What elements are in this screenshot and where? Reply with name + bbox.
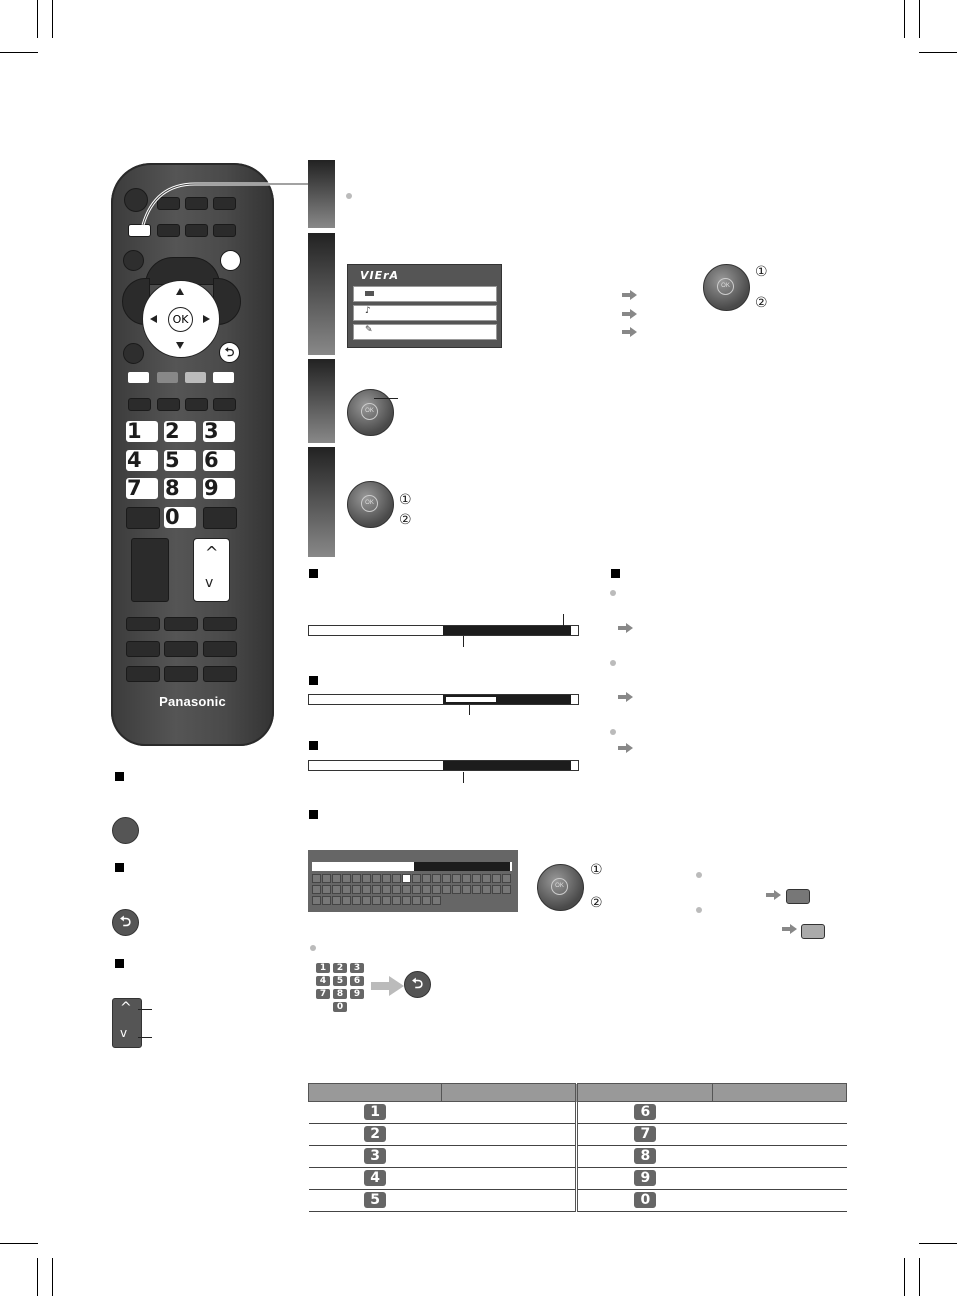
- character-key[interactable]: [412, 896, 421, 905]
- setting-bar: [308, 625, 579, 636]
- blue-button[interactable]: [213, 372, 234, 383]
- number-key-icon: 3: [350, 963, 364, 973]
- character-key[interactable]: [482, 885, 491, 894]
- character-key[interactable]: [342, 885, 351, 894]
- remote-button[interactable]: [203, 666, 237, 682]
- section-marker: [115, 772, 124, 781]
- pointer-line: [138, 1037, 152, 1038]
- remote-button[interactable]: [203, 617, 237, 631]
- ok-icon: OK: [717, 278, 734, 295]
- exit-button[interactable]: [220, 250, 241, 271]
- number-key-icon: 3: [364, 1148, 386, 1164]
- character-key[interactable]: [382, 896, 391, 905]
- remote-button[interactable]: [213, 398, 236, 411]
- character-key[interactable]: [492, 874, 501, 883]
- number-key-icon: 6: [634, 1104, 656, 1120]
- pointer-line: [463, 772, 464, 783]
- character-key[interactable]: [442, 885, 451, 894]
- character-key[interactable]: [412, 885, 421, 894]
- character-key[interactable]: [502, 874, 511, 883]
- number-key-icon: 0: [634, 1192, 656, 1208]
- return-button-icon: ⮌: [404, 971, 431, 998]
- option-button-icon: [112, 817, 139, 844]
- yellow-button[interactable]: [185, 372, 206, 383]
- remote-button[interactable]: [164, 666, 198, 682]
- number-button-2[interactable]: 2: [164, 421, 196, 442]
- arrow-icon: [622, 327, 637, 337]
- crop-mark: [37, 0, 38, 38]
- setting-bar: [308, 760, 579, 771]
- number-button-8[interactable]: 8: [164, 478, 196, 499]
- input-field-fill: [414, 862, 510, 871]
- character-key[interactable]: [352, 896, 361, 905]
- step-circle-2: ②: [755, 295, 768, 311]
- character-key[interactable]: [422, 874, 431, 883]
- arrow-icon: [622, 290, 637, 300]
- step-circle-1: ①: [755, 264, 768, 280]
- character-key[interactable]: [392, 874, 401, 883]
- table-header: [442, 1084, 577, 1102]
- character-key[interactable]: [402, 885, 411, 894]
- arrow-icon: [618, 623, 633, 633]
- number-key-icon: 2: [364, 1126, 386, 1142]
- crop-mark: [52, 0, 53, 38]
- color-key-icon: [786, 889, 810, 904]
- character-key[interactable]: [402, 874, 411, 883]
- number-key-icon: 4: [364, 1170, 386, 1186]
- number-button-3[interactable]: 3: [203, 421, 235, 442]
- character-key[interactable]: [352, 874, 361, 883]
- section-marker: [309, 741, 318, 750]
- character-key[interactable]: [372, 874, 381, 883]
- character-grid[interactable]: [312, 874, 512, 910]
- section-marker: [309, 569, 318, 578]
- character-key[interactable]: [322, 885, 331, 894]
- bullet: [696, 872, 702, 878]
- pointer-line: [374, 398, 398, 399]
- character-key[interactable]: [382, 874, 391, 883]
- character-key[interactable]: [342, 896, 351, 905]
- number-key-icon: 1: [316, 963, 330, 973]
- number-button-6[interactable]: 6: [203, 450, 235, 471]
- character-key[interactable]: [452, 874, 461, 883]
- character-key[interactable]: [402, 896, 411, 905]
- character-key[interactable]: [422, 896, 431, 905]
- character-key[interactable]: [462, 885, 471, 894]
- viera-tools-menu: [347, 264, 502, 348]
- character-key[interactable]: [352, 885, 361, 894]
- character-key[interactable]: [332, 874, 341, 883]
- down-arrow-icon[interactable]: [176, 342, 184, 349]
- character-key[interactable]: [332, 896, 341, 905]
- return-button[interactable]: ⮌: [219, 342, 240, 363]
- remote-button[interactable]: [164, 617, 198, 631]
- character-key[interactable]: [322, 896, 331, 905]
- remote-button[interactable]: [185, 398, 208, 411]
- step-circle-1: ①: [399, 492, 412, 508]
- step-tab-3: [308, 359, 335, 443]
- crop-mark: [919, 1243, 957, 1244]
- character-key[interactable]: [312, 896, 321, 905]
- remote-button[interactable]: [203, 507, 237, 529]
- step-tab-4: [308, 447, 335, 557]
- channel-table: [308, 1083, 847, 1212]
- ok-icon: OK: [361, 403, 378, 420]
- crop-mark: [919, 0, 920, 38]
- photo-icon: [365, 291, 374, 296]
- character-key[interactable]: [392, 896, 401, 905]
- character-key[interactable]: [432, 885, 441, 894]
- character-key[interactable]: [452, 885, 461, 894]
- remote-button[interactable]: [128, 398, 151, 411]
- number-button-0[interactable]: 0: [164, 507, 196, 528]
- arrow-icon: [618, 743, 633, 753]
- option-button[interactable]: [123, 343, 144, 364]
- number-key-icon: 1: [364, 1104, 386, 1120]
- remote-button[interactable]: [126, 617, 160, 631]
- table-row: [309, 1124, 847, 1146]
- menu-item-photo[interactable]: [353, 286, 497, 302]
- character-key[interactable]: [392, 885, 401, 894]
- section-marker: [309, 810, 318, 819]
- right-arrow-icon[interactable]: [203, 315, 210, 323]
- section-marker: [611, 569, 620, 578]
- bar-fill: [443, 626, 571, 635]
- step-circle-2: ②: [399, 512, 412, 528]
- number-key-icon: 5: [333, 976, 347, 986]
- remote-button[interactable]: [126, 641, 160, 657]
- crop-mark: [919, 52, 957, 53]
- arrow-icon: [782, 924, 797, 934]
- arrow-icon: [622, 309, 637, 319]
- number-key-icon: 0: [333, 1002, 347, 1012]
- ok-icon: OK: [551, 878, 568, 895]
- numeric-keypad-icon: [316, 963, 366, 1013]
- up-arrow-icon[interactable]: [176, 288, 184, 295]
- remote-button[interactable]: [126, 666, 160, 682]
- red-button[interactable]: [128, 372, 149, 383]
- character-key[interactable]: [362, 874, 371, 883]
- section-marker: [115, 959, 124, 968]
- bullet: [610, 590, 616, 596]
- step-circle-1: ①: [590, 862, 603, 878]
- crop-mark: [904, 1258, 905, 1296]
- pointer-line: [138, 1009, 152, 1010]
- number-key-icon: 7: [316, 989, 330, 999]
- music-icon: ♪: [365, 306, 371, 316]
- arrow-icon: [766, 890, 781, 900]
- color-key-icon: [801, 924, 825, 939]
- bullet: [610, 729, 616, 735]
- step-tab-2: [308, 233, 335, 355]
- menu-item-music[interactable]: [353, 305, 497, 321]
- character-key[interactable]: [432, 874, 441, 883]
- character-key[interactable]: [362, 896, 371, 905]
- brand-logo: Panasonic: [159, 694, 226, 709]
- crop-mark: [919, 1258, 920, 1296]
- number-key-icon: 6: [350, 976, 364, 986]
- character-key[interactable]: [342, 874, 351, 883]
- crop-mark: [52, 1258, 53, 1296]
- character-key[interactable]: [422, 885, 431, 894]
- number-key-icon: 9: [634, 1170, 656, 1186]
- number-key-icon: 4: [316, 976, 330, 986]
- bullet: [696, 907, 702, 913]
- green-button[interactable]: [157, 372, 178, 383]
- crop-mark: [0, 52, 38, 53]
- ok-button[interactable]: OK: [168, 307, 193, 332]
- character-key[interactable]: [312, 874, 321, 883]
- program-down-icon: v: [120, 1026, 128, 1040]
- character-key[interactable]: [362, 885, 371, 894]
- number-key-icon: 5: [364, 1192, 386, 1208]
- character-key[interactable]: [432, 896, 441, 905]
- crop-mark: [904, 0, 905, 38]
- remote-button[interactable]: [164, 641, 198, 657]
- large-arrow-icon: [371, 976, 404, 996]
- character-key[interactable]: [382, 885, 391, 894]
- step-circle-2: ②: [590, 895, 603, 911]
- program-up-icon[interactable]: ^: [205, 543, 219, 562]
- bullet: [310, 945, 316, 951]
- character-key[interactable]: [412, 874, 421, 883]
- number-key-icon: 2: [333, 963, 347, 973]
- arrow-icon: [618, 692, 633, 702]
- pointer-line: [563, 614, 564, 626]
- character-key[interactable]: [462, 874, 471, 883]
- return-button-icon: ⮌: [112, 909, 139, 936]
- number-button-5[interactable]: 5: [164, 450, 196, 471]
- program-down-icon[interactable]: v: [205, 575, 214, 591]
- crop-mark: [0, 1243, 38, 1244]
- number-key-icon: 7: [634, 1126, 656, 1142]
- character-key[interactable]: [472, 874, 481, 883]
- ok-icon: OK: [361, 495, 378, 512]
- number-button-1[interactable]: 1: [126, 421, 158, 442]
- number-button-7[interactable]: 7: [126, 478, 158, 499]
- bullet: [346, 193, 352, 199]
- pointer-line: [463, 636, 464, 647]
- table-row: [309, 1190, 847, 1212]
- section-marker: [309, 676, 318, 685]
- number-button-9[interactable]: 9: [203, 478, 235, 499]
- character-key[interactable]: [322, 874, 331, 883]
- tools-icon: ✎: [365, 325, 373, 335]
- character-key[interactable]: [372, 885, 381, 894]
- character-key[interactable]: [372, 896, 381, 905]
- remote-button[interactable]: [157, 398, 180, 411]
- number-key-icon: 8: [634, 1148, 656, 1164]
- program-up-icon: ^: [120, 1000, 132, 1016]
- crop-mark: [37, 1258, 38, 1296]
- step-tab-1: [308, 160, 335, 228]
- character-key[interactable]: [472, 885, 481, 894]
- number-key-icon: 9: [350, 989, 364, 999]
- table-row: [309, 1168, 847, 1190]
- number-key-icon: 8: [333, 989, 347, 999]
- bar-highlight: [446, 697, 496, 702]
- character-key[interactable]: [482, 874, 491, 883]
- character-key[interactable]: [312, 885, 321, 894]
- menu-button[interactable]: [123, 250, 144, 271]
- left-arrow-icon[interactable]: [150, 315, 157, 323]
- character-key[interactable]: [442, 874, 451, 883]
- table-header: [577, 1084, 712, 1102]
- pointer-line: [469, 705, 470, 715]
- menu-item-tools[interactable]: [353, 324, 497, 340]
- bullet: [610, 660, 616, 666]
- bar-fill: [443, 761, 571, 770]
- table-row: [309, 1146, 847, 1168]
- table-header: [712, 1084, 846, 1102]
- table-row: [309, 1102, 847, 1124]
- character-key[interactable]: [502, 885, 511, 894]
- viera-logo: VIErA: [360, 269, 400, 282]
- section-marker: [115, 863, 124, 872]
- number-button-4[interactable]: 4: [126, 450, 158, 471]
- callout-line: [140, 180, 310, 230]
- setting-bar: [308, 694, 579, 705]
- character-key[interactable]: [332, 885, 341, 894]
- remote-button[interactable]: [203, 641, 237, 657]
- volume-rocker[interactable]: [131, 538, 169, 602]
- character-key[interactable]: [492, 885, 501, 894]
- table-header-row: [309, 1084, 847, 1102]
- table-header: [309, 1084, 442, 1102]
- remote-button[interactable]: [126, 507, 160, 529]
- character-input-grid: [308, 850, 518, 912]
